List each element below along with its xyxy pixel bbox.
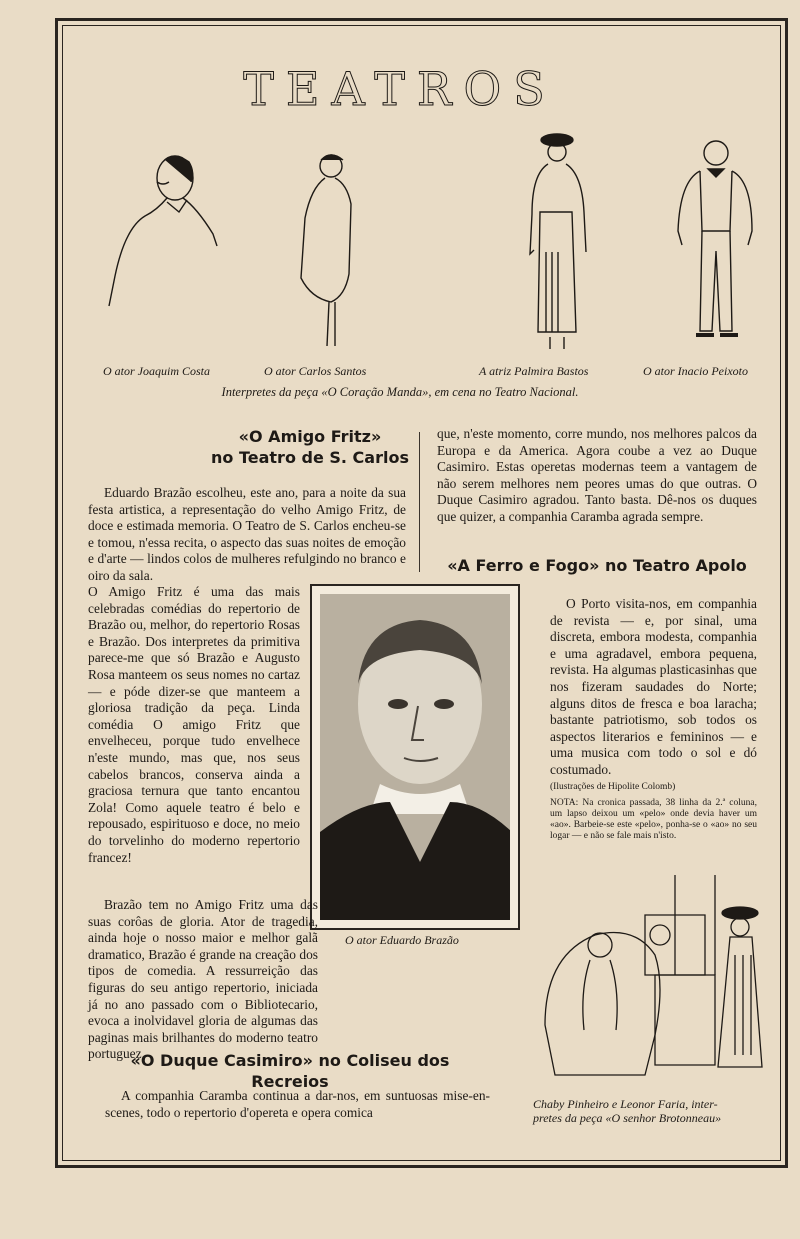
article3-paragraph-1: O Porto visita-nos, em companhia de revista — e, por sinal, uma discreta, embora modesta, companhia e uma agradavel, embora pequena, revista. Ha algumas plasticasinhas que nos fizeram saudades do Norte; alguns ditos de fresca e boa laracha; bastante patriotismo, sob todos os aspectos literarios e femininos — e uma musica com todo o sol e dó costumado. [550,596,757,777]
bottom-caption-1: Chaby Pinheiro e Leonor Faria, inter- [533,1097,718,1111]
article2-paragraph-1: A companhia Caramba continua a dar-nos, em suntuosas mise-en-scenes, todo o repertorio d'opereta e opera comica [105,1088,490,1120]
article3-heading: «A Ferro e Fogo» no Teatro Apolo [447,556,747,575]
article1-paragraph-1b: O Amigo Fritz é uma das mais celebradas comédias do repertorio de Brazão ou, melhor, do repertorio Rosas e Brazão. Dos interpretes da primitiva parece-me que só Brazão e Augusto Rosa manteem os seus nomes no cartaz — e póde dizer-se que manteem a gloriosa tradição da peça. Linda comédia O amigo Fritz que envelheceu, porque tudo envelhece n'este mundo, mas que, nos seus cabelos brancos, conserva ainda a graciosa ternura que tanto encantou Zola! Como aquele teatro é belo e repousado, espirituoso e doce, no meio do torvelinho do moderno repertorio francez! [88,584,300,865]
article1-heading-line1: «O Amigo Fritz» [238,427,382,446]
caption-carlos-santos: O ator Carlos Santos [264,364,367,378]
article1-p2 [88,897,318,1063]
portrait-sketch [320,594,510,920]
figure-inacio-peixoto [670,135,760,360]
article2-p1 [105,1088,490,1121]
article1-paragraph-1: Eduardo Brazão escolheu, este ano, para a noite da sua festa artistica, a representação do velho Amigo Fritz, de doce e estimada memoria. O Teatro de S. Carlos encheu-se e tomou, n'essa recita, o aspecto das suas noites de emoção e d'arte — lindos colos de mulheres refulgindo no branco e oiro da sala. [88,485,406,583]
figure-palmira-bastos [522,132,597,357]
caption-inacio-peixoto: O ator Inacio Peixoto [643,364,748,378]
illustration-senhor-brotonneau [535,875,770,1085]
portrait-photo [320,594,510,920]
note-text: NOTA: Na cronica passada, 38 linha da 2.ª coluna, um lapso deixou um «pelo» onde devia haver um «ao». Barbeie-se este «pelo», ponha-se o «ao» no seu logar — e não se fale mais n'isto. [550,798,757,841]
caption-palmira-bastos: A atriz Palmira Bastos [479,364,589,378]
figure-carlos-santos [295,152,365,352]
article2-paragraph-1-cont: que, n'este momento, corre mundo, nos melhores palcos da Europa e da America. Agora coube a vez ao Duque Casimiro. Estas operetas modernas teem a vantagem de não serem melhores nem peores umas do que outras. O Duque Casimiro agradou. Tanto basta. Dê-nos os duques que quizer, a companhia Caramba agrada sempre. [437,426,757,524]
article2-p1-cont [437,426,757,526]
figures-caption: Interpretes da peça «O Coração Manda», em cena no Teatro Nacional. [221,385,579,399]
article1-p1 [88,485,406,585]
bottom-caption-2: pretes da peça «O senhor Brotonneau» [533,1111,722,1125]
article1-paragraph-2: Brazão tem no Amigo Fritz uma das suas corôas de gloria. Ator de tragedia, ainda hoje o nosso maior e melhor galã dramatico, Brazão é grande na creação dos tipos de comedia. A ressurreição das figuras do seu antigo repertorio, iniciada já no ano passado com o Bibliotecario, evoca a inolvidavel gloria de algumas das paginas mais brilhantes do moderno teatro portuguez. [88,897,318,1062]
note [550,798,757,842]
section-title: TEATROS [243,62,557,116]
article3-p1 [550,596,757,779]
figure-joaquim-costa [105,150,220,310]
illustration-credit: (Ilustrações de Hipolite Colomb) [550,782,676,792]
article1-heading-line2: no Teatro de S. Carlos [211,448,409,467]
article1-heading [200,426,420,468]
portrait-eduardo-brazao [310,584,520,930]
column-divider [419,432,420,572]
article1-p1b [88,584,300,866]
portrait-caption: O ator Eduardo Brazão [345,933,459,947]
article2-heading: «O Duque Casimiro» no Coliseu dos Recreios [130,1051,450,1091]
caption-joaquim-costa: O ator Joaquim Costa [103,364,211,378]
